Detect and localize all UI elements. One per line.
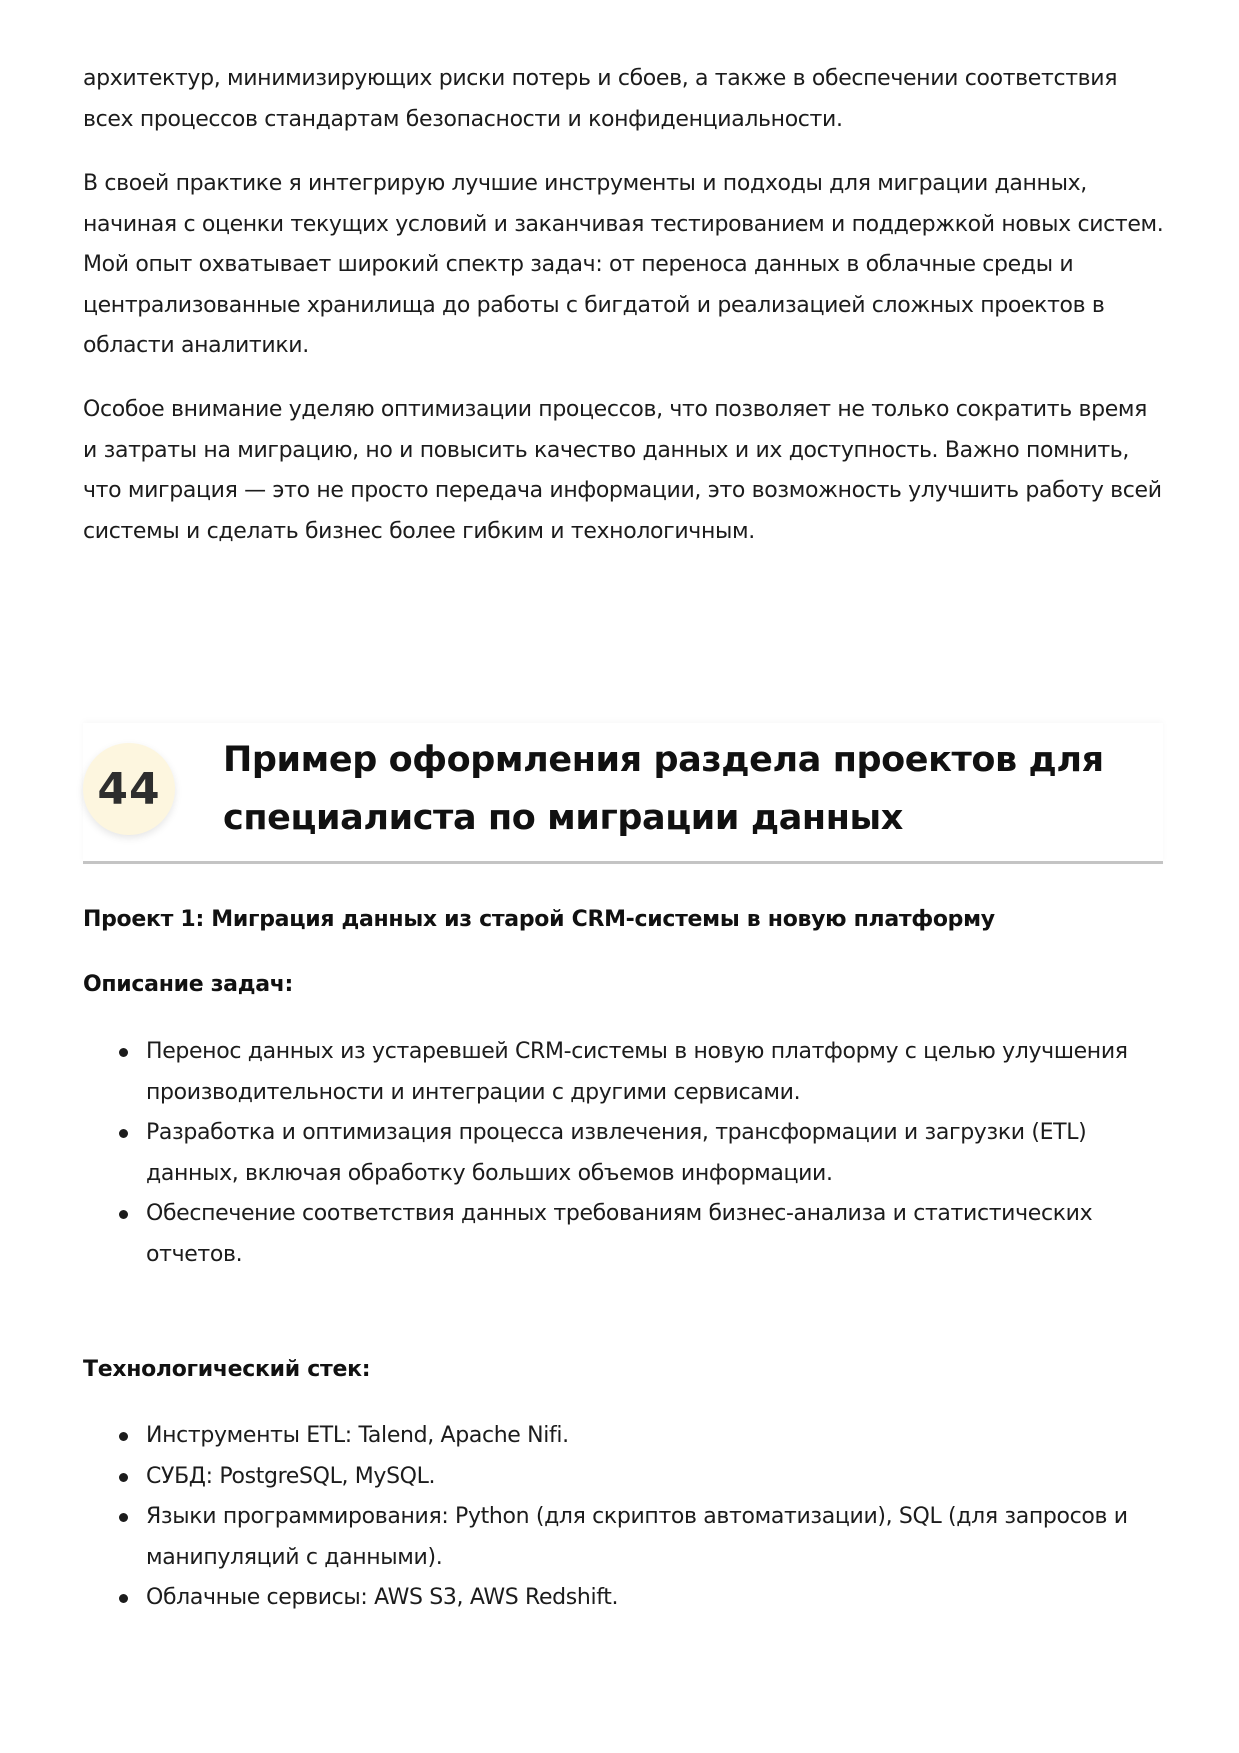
- list-item: [83, 1578, 1163, 1619]
- intro-paragraph-3: Особое внимание уделяю оптимизации процессов, что позволяет не только сократить время и затраты на миграцию, но и повысить качество данных и их доступность. Важно помнить, что миграция — это не просто передача информации, это возможность улучшить работу всей системы и сделать бизнес более гибким и технологичным.: [83, 397, 1162, 544]
- intro-paragraph-2: В своей практике я интегрирую лучшие инструменты и подходы для миграции данных, начиная с оценки текущих условий и заканчивая тестированием и поддержкой новых систем. Мой опыт охватывает широкий спектр задач: от переноса данных в облачные среды и централизованные хранилища до работы с бигдатой и реализацией сложных проектов в области аналитики.: [83, 171, 1164, 358]
- list-item-text: Инструменты ETL: Talend, Apache Nifi.: [146, 1423, 569, 1448]
- list-item: [83, 1416, 1163, 1457]
- list-item-text: Обеспечение соответствия данных требованиям бизнес-анализа и статистических отчетов.: [146, 1201, 1093, 1267]
- project-title: Проект 1: Миграция данных из старой CRM-системы в новую платформу: [83, 907, 995, 932]
- section-title: Пример оформления раздела проектов для специалиста по миграции данных: [223, 740, 1104, 838]
- list-item-text: Облачные сервисы: AWS S3, AWS Redshift.: [146, 1585, 619, 1610]
- bullet-icon: [119, 1513, 128, 1522]
- section-header: [83, 723, 1163, 864]
- bullet-icon: [119, 1473, 128, 1482]
- stack-list: [83, 1416, 1163, 1619]
- list-item-text: Языки программирования: Python (для скриптов автоматизации), SQL (для запросов и манипуляций с данными).: [146, 1504, 1128, 1570]
- list-item: [83, 1457, 1163, 1498]
- bullet-icon: [119, 1048, 128, 1057]
- intro-paragraph-1: архитектур, минимизирующих риски потерь и сбоев, а также в обеспечении соответствия всех процессов стандартам безопасности и конфиденциальности.: [83, 66, 1118, 132]
- list-item: [83, 1113, 1163, 1194]
- list-item-text: Перенос данных из устаревшей CRM-системы в новую платформу с целью улучшения производительности и интеграции с другими сервисами.: [146, 1039, 1128, 1105]
- bullet-icon: [119, 1129, 128, 1138]
- bullet-icon: [119, 1594, 128, 1603]
- tasks-label: Описание задач:: [83, 972, 294, 997]
- tasks-list: [83, 1032, 1163, 1275]
- list-item: [83, 1497, 1163, 1578]
- list-item-text: СУБД: PostgreSQL, MySQL.: [146, 1463, 436, 1489]
- list-item: [83, 1032, 1163, 1113]
- list-item: [83, 1194, 1163, 1275]
- stack-label: Технологический стек:: [83, 1357, 371, 1382]
- bullet-icon: [119, 1210, 128, 1219]
- section-number-badge: 44: [83, 743, 175, 835]
- bullet-icon: [119, 1432, 128, 1441]
- list-item-text: Разработка и оптимизация процесса извлечения, трансформации и загрузки (ETL) данных, включая обработку больших объемов информации.: [146, 1120, 1087, 1186]
